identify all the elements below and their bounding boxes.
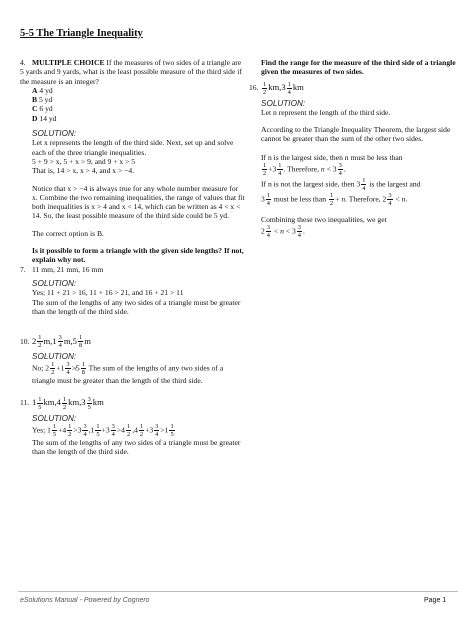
page-title: 5-5 The Triangle Inequality — [20, 28, 143, 39]
question-10: 10. 2 $\frac{1}{2}$ m,1 $\frac{3}{4}$ m,5 $\frac{1}{8}$ m — [20, 334, 91, 350]
option-b: B 5 yd — [32, 95, 53, 105]
footer-credit: eSolutions Manual - Powered by Cognero — [20, 597, 150, 604]
page-number: Page 1 — [424, 597, 447, 604]
solution-label: SOLUTION: — [32, 278, 77, 288]
q10-solution: SOLUTION: No; 2 $\frac{1}{2}$ +1 $\frac{3}{4}$ ≯5 $\frac{1}{8}$ The sum of the lengths of any two sides of a triangle must be greater than the length of the third side. — [32, 352, 245, 386]
question-7: 7. 11 mm, 21 mm, 16 mm — [20, 264, 104, 274]
instruction-heading: Find the range for the measure of the third side of a triangle given the measures of two sides. — [261, 58, 456, 77]
solution-label: SOLUTION: — [32, 352, 77, 362]
q7-solution: SOLUTION: Yes; 11 + 21 > 16, 11 + 16 > 21, and 16 + 21 > 11 The sum of the lengths of any two sides of a triangle must be greater than the length of the third side. — [32, 279, 245, 316]
q11-solution: SOLUTION: Yes; 1 $\frac{1}{5}$ +4 $\frac{1}{2}$ >3 $\frac{3}{4}$ ,1 $\frac{1}{5}$ +3 $\frac{3}{4}$ >4 $\frac{1}{2}$ ,4 $\frac{1}{2}$ +3 $\frac{3}{4}$ >1 $\frac{1}{5}$ The sum of the lengths of any two sides of a triangle must be greater than the length of the third side. — [32, 414, 245, 457]
q16-solution: SOLUTION: Let n represent the length of the third side. According to the Triangle Inequality Theorem, the largest side cannot be greater than the sum of the other two sides. If n is the largest side, then n must be less than $\frac{1}{2}$ +3 $\frac{1}{4}$ . Therefore, n < 3 $\frac{3}{4}$ . If n is not the largest side, then 3 $\frac{1}{4}$ is the largest and 3 $\frac{1}{4}$ must be less than $\frac{1}{2}$ + n. Therefore, 2 $\frac{3}{4}$ < n. Combining these two inequalities, we get 2 $\frac{3}{4}$ < n < 3 $\frac{3}{4}$ . — [261, 99, 467, 240]
question-16: 16. $\frac{1}{2}$ km,3 $\frac{1}{4}$ km — [249, 80, 304, 96]
option-d: D 14 yd — [32, 113, 57, 123]
footer-divider — [18, 591, 458, 592]
option-a: A 4 yd — [32, 85, 53, 95]
solution-label: SOLUTION: — [261, 98, 306, 108]
option-c: C 6 yd — [32, 104, 53, 114]
instruction-heading: Is it possible to form a triangle with the given side lengths? If not, explain why not. — [32, 246, 244, 265]
q4-solution: SOLUTION: Let x represents the length of the third side. Next, set up and solve each of the three triangle inequalities. 5 + 9 > x, 5 + x > 9, and 9 + x > 5 That is, 14 > x, x > 4, and x > −4. Notice that x > −4 is always true for any whole number measure for x. Combine the two remaining inequalities, the range of values that fit both inequalities is x > 4 and x < 14, which can be written as 4 < x < 14. So, the least possible measure of the third side could be 5 yd. The correct option is B. — [32, 129, 245, 238]
solution-label: SOLUTION: — [32, 129, 77, 139]
left-column — [20, 58, 245, 457]
question-4: 4. MULTIPLE CHOICE If the measures of two sides of a triangle are 5 yards and 9 yards, what is the least possible measure of the third side if the measure is an integer? — [20, 58, 242, 86]
question-11: 11. 1 $\frac{1}{5}$ km,4 $\frac{1}{2}$ km,3 $\frac{3}{5}$ km — [20, 395, 104, 411]
right-column — [249, 58, 467, 239]
solution-label: SOLUTION: — [32, 413, 77, 423]
q4-options — [32, 86, 245, 123]
